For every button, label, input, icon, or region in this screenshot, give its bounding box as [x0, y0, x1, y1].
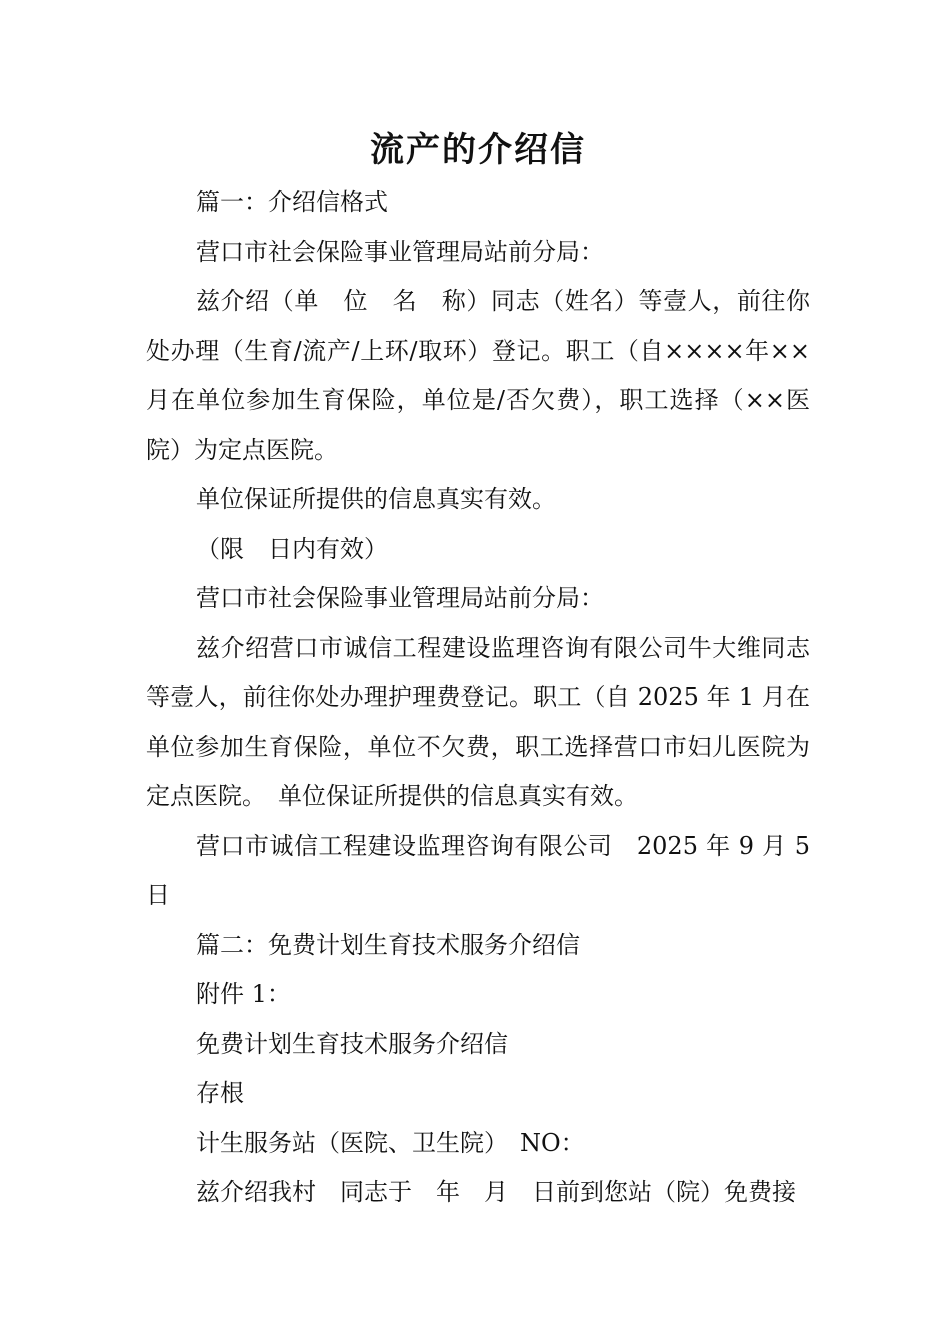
attachment-label: 附件 1：	[196, 980, 291, 1008]
validity-note: （限 日内有效）	[196, 534, 388, 563]
document-page	[146, 122, 810, 1218]
section-heading-1: 篇一：介绍信格式	[196, 188, 388, 216]
addressee-1: 营口市社会保险事业管理局站前分局：	[196, 237, 604, 266]
template-body: 兹介绍（单 位 名 称）同志（姓名）等壹人，前往你处办理（生育/流产/上环/取环）登记。职工（自××××年××月在单位参加生育保险，单位是/否欠费），职工选择（××医院）为定点医院。	[146, 287, 810, 464]
service-station-line: 计生服务站（医院、卫生院） NO：	[196, 1128, 585, 1157]
addressee-2: 营口市社会保险事业管理局站前分局：	[196, 584, 604, 612]
section-heading-2: 篇二：免费计划生育技术服务介绍信	[196, 930, 580, 959]
document-title: 流产的介绍信	[370, 130, 586, 170]
referral-line: 兹介绍我村 同志于 年 月 日前到您站（院）免费接	[196, 1178, 796, 1206]
template-guarantee: 单位保证所提供的信息真实有效。	[196, 485, 556, 513]
form-title: 免费计划生育技术服务介绍信	[196, 1029, 508, 1058]
stub-label: 存根	[196, 1079, 244, 1107]
example-signature: 营口市诚信工程建设监理咨询有限公司 2025 年 9 月 5 日	[146, 831, 810, 909]
example-body: 兹介绍营口市诚信工程建设监理咨询有限公司牛大维同志等壹人，前往你处办理护理费登记。职工（自 2025 年 1 月在单位参加生育保险，单位不欠费，职工选择营口市妇儿医院为定点医院。 单位保证所提供的信息真实有效。	[146, 633, 810, 810]
